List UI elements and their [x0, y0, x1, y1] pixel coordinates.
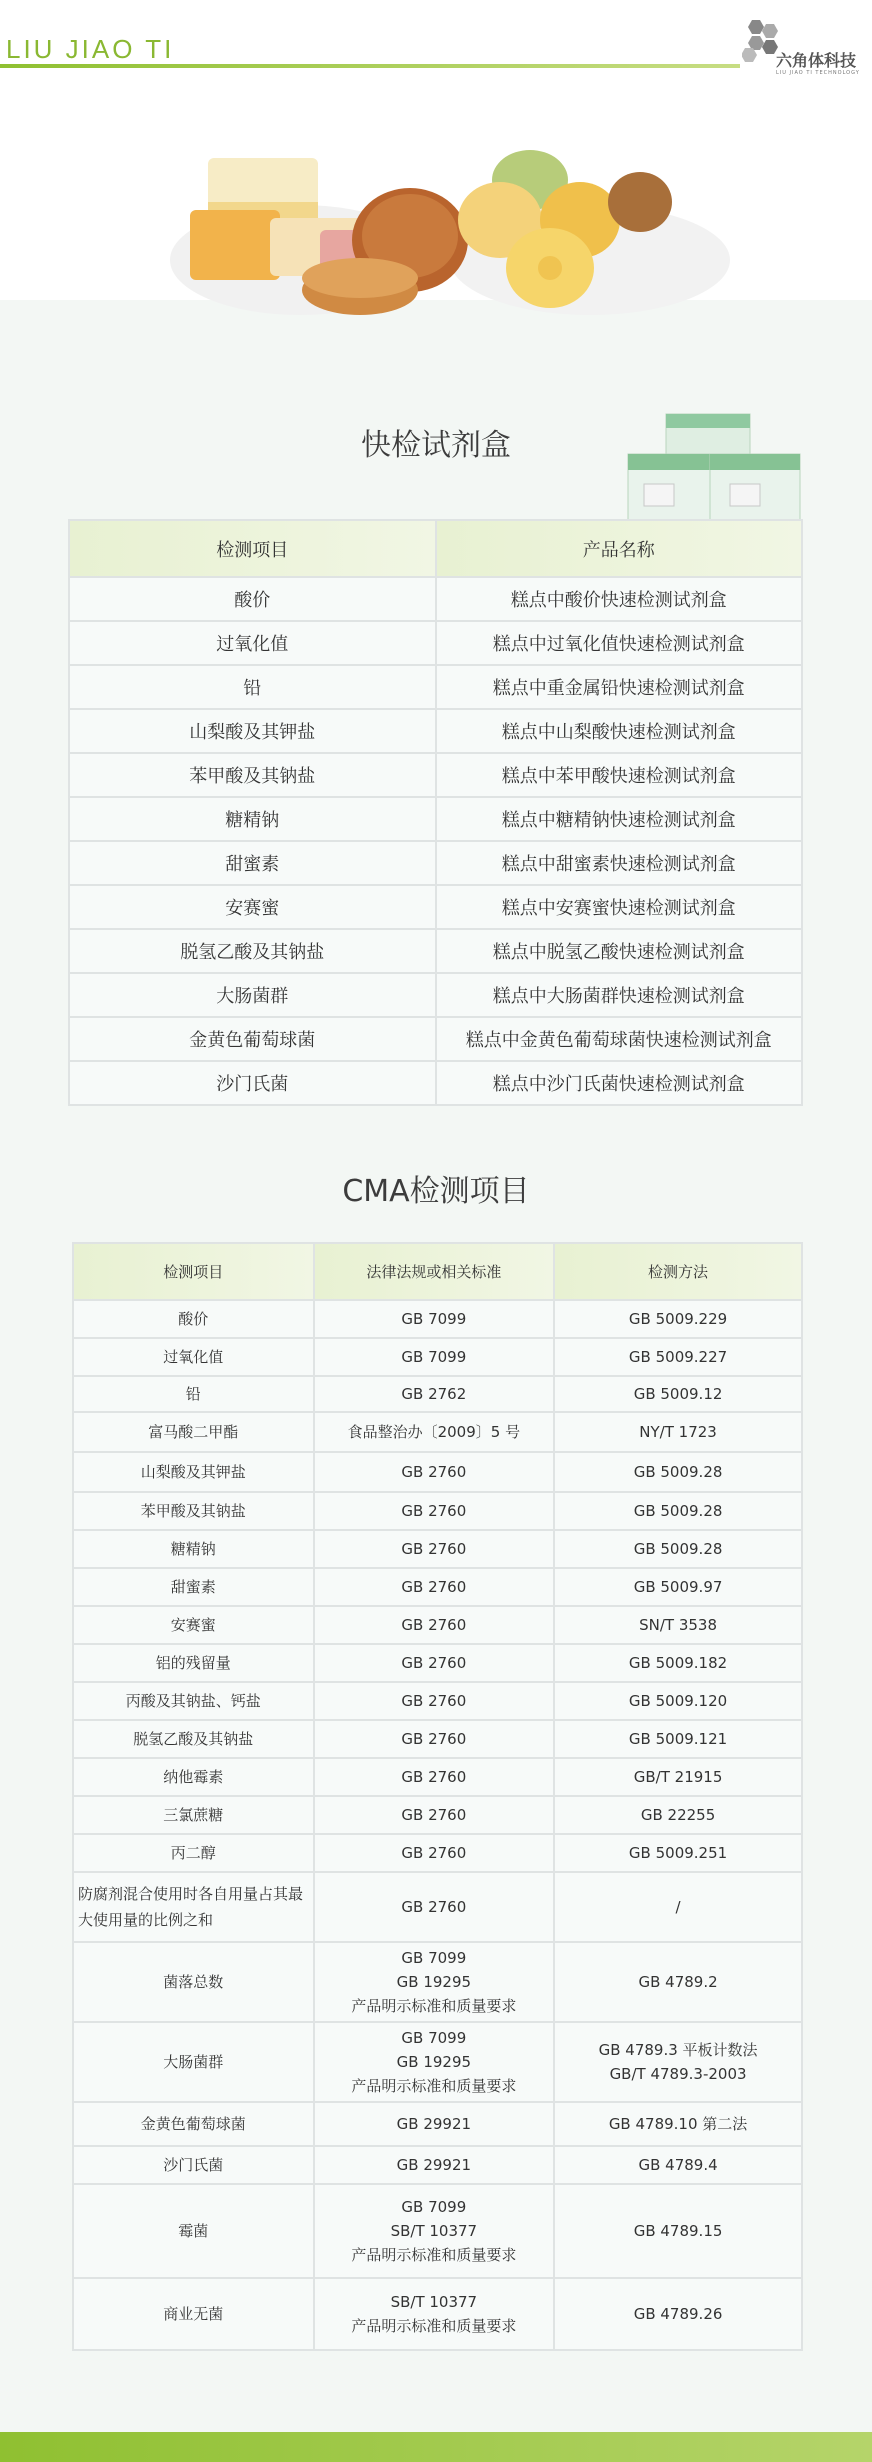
cma-standard-line: GB 2760: [401, 1692, 467, 1710]
cma-method-line: GB/T 21915: [633, 1768, 723, 1786]
cma-item-cell: 防腐剂混合使用时各自用量占其最大使用量的比例之和: [73, 1872, 314, 1942]
table-row: [73, 1376, 802, 1412]
cma-standard-cell: [314, 1452, 555, 1492]
cma-table: [72, 1242, 803, 2351]
cma-method-cell: [554, 1338, 802, 1376]
cma-standard-line: SB/T 10377: [390, 2293, 478, 2311]
table-row: [73, 1834, 802, 1872]
cma-standard-cell: [314, 2146, 555, 2184]
cma-standard-line: GB 29921: [396, 2156, 472, 2174]
cma-item-cell: 丙二醇: [73, 1834, 314, 1872]
cma-standard-cell: [314, 1872, 555, 1942]
cma-method-line: SN/T 3538: [639, 1616, 718, 1634]
cma-standard-cell: [314, 1568, 555, 1606]
cma-standard-cell: [314, 1942, 555, 2022]
cma-standard-line: GB 7099: [401, 1348, 467, 1366]
kit-product-cell: 糕点中糖精钠快速检测试剂盒: [436, 797, 803, 841]
cma-item-cell: 富马酸二甲酯: [73, 1412, 314, 1452]
table-row: [73, 1682, 802, 1720]
cma-item-cell: 铅: [73, 1376, 314, 1412]
cma-method-line: GB 4789.4: [638, 2156, 718, 2174]
cma-method-cell: [554, 1796, 802, 1834]
cma-standard-cell: [314, 2102, 555, 2146]
cma-method-line: GB 4789.10 第二法: [608, 2115, 748, 2133]
kit-item-cell: 过氧化值: [69, 621, 436, 665]
cma-method-cell: [554, 1942, 802, 2022]
kit-section-title: 快检试剂盒: [361, 428, 511, 463]
cma-method-line: GB 22255: [640, 1806, 716, 1824]
cma-standard-line: SB/T 10377: [390, 2222, 478, 2240]
kit-col-header-product: 产品名称: [436, 520, 803, 577]
table-row: [73, 1796, 802, 1834]
table-row: [69, 1061, 802, 1105]
company-logo: [742, 18, 870, 74]
kit-item-cell: 甜蜜素: [69, 841, 436, 885]
cma-standard-line: GB 29921: [396, 2115, 472, 2133]
table-row: [73, 1452, 802, 1492]
cma-method-cell: [554, 2278, 802, 2350]
table-row: [73, 1492, 802, 1530]
cma-standard-line: 食品整治办〔2009〕5 号: [347, 1423, 521, 1441]
kit-product-cell: 糕点中酸价快速检测试剂盒: [436, 577, 803, 621]
kit-item-cell: 脱氢乙酸及其钠盐: [69, 929, 436, 973]
cma-standard-line: GB 7099: [401, 1949, 467, 1967]
kit-item-cell: 大肠菌群: [69, 973, 436, 1017]
cma-item-cell: 过氧化值: [73, 1338, 314, 1376]
cma-standard-line: 产品明示标准和质量要求: [351, 1997, 517, 2015]
cma-method-line: /: [675, 1898, 681, 1916]
cma-method-cell: [554, 1606, 802, 1644]
kit-product-cell: 糕点中过氧化值快速检测试剂盒: [436, 621, 803, 665]
table-row: [69, 621, 802, 665]
table-row: [73, 2278, 802, 2350]
cma-method-cell: [554, 1530, 802, 1568]
cma-standard-line: 产品明示标准和质量要求: [351, 2317, 517, 2335]
cma-standard-cell: [314, 1644, 555, 1682]
cma-standard-cell: [314, 1796, 555, 1834]
cma-method-cell: [554, 2102, 802, 2146]
cma-method-cell: [554, 2022, 802, 2102]
cma-method-cell: [554, 1412, 802, 1452]
kit-product-cell: 糕点中安赛蜜快速检测试剂盒: [436, 885, 803, 929]
cma-item-cell: 安赛蜜: [73, 1606, 314, 1644]
cma-standard-line: GB 2760: [401, 1616, 467, 1634]
cma-method-line: GB 5009.28: [633, 1540, 723, 1558]
cma-standard-cell: [314, 1530, 555, 1568]
mooncake-pastry-image: [170, 140, 730, 320]
cma-method-line: GB 5009.227: [628, 1348, 728, 1366]
kit-item-cell: 金黄色葡萄球菌: [69, 1017, 436, 1061]
table-row: [73, 1644, 802, 1682]
cma-table-body: [73, 1300, 802, 2350]
kit-col-header-item: 检测项目: [69, 520, 436, 577]
cma-item-cell: 大肠菌群: [73, 2022, 314, 2102]
cma-method-line: GB 4789.3 平板计数法: [598, 2041, 758, 2059]
cma-method-line: GB 5009.120: [628, 1692, 728, 1710]
cma-standard-cell: [314, 2184, 555, 2278]
logo-name: 六角体科技: [776, 51, 857, 70]
cma-standard-cell: [314, 1300, 555, 1338]
cma-standard-cell: [314, 1492, 555, 1530]
cma-method-cell: [554, 1872, 802, 1942]
cma-standard-cell: [314, 1834, 555, 1872]
cma-standard-line: GB 2760: [401, 1730, 467, 1748]
cma-item-cell: 商业无菌: [73, 2278, 314, 2350]
table-row: [69, 709, 802, 753]
cma-item-cell: 山梨酸及其钾盐: [73, 1452, 314, 1492]
kit-product-cell: 糕点中甜蜜素快速检测试剂盒: [436, 841, 803, 885]
kit-table: [68, 519, 803, 1106]
cma-method-cell: [554, 2184, 802, 2278]
cma-col-header-standard: 法律法规或相关标准: [314, 1243, 555, 1300]
table-row: [69, 929, 802, 973]
cma-standard-cell: [314, 1338, 555, 1376]
cma-standard-cell: [314, 1412, 555, 1452]
cma-standard-line: GB 2760: [401, 1654, 467, 1672]
cma-standard-line: GB 2762: [401, 1385, 467, 1403]
kit-item-cell: 糖精钠: [69, 797, 436, 841]
cma-col-header-method: 检测方法: [554, 1243, 802, 1300]
cma-method-line: GB 4789.15: [633, 2222, 723, 2240]
cma-item-cell: 丙酸及其钠盐、钙盐: [73, 1682, 314, 1720]
cma-method-cell: [554, 1644, 802, 1682]
table-row: [73, 2146, 802, 2184]
cma-method-cell: [554, 1682, 802, 1720]
cma-standard-line: GB 7099: [401, 2029, 467, 2047]
cma-standard-line: GB 7099: [401, 2198, 467, 2216]
table-row: [73, 1530, 802, 1568]
cma-standard-line: GB 19295: [396, 2053, 472, 2071]
cma-item-cell: 菌落总数: [73, 1942, 314, 2022]
cma-method-cell: [554, 1300, 802, 1338]
cma-item-cell: 酸价: [73, 1300, 314, 1338]
cma-method-line: GB 5009.12: [633, 1385, 723, 1403]
kit-item-cell: 沙门氏菌: [69, 1061, 436, 1105]
cma-standard-cell: [314, 1606, 555, 1644]
table-row: [69, 841, 802, 885]
cma-method-line: GB 5009.251: [628, 1844, 728, 1862]
cma-item-cell: 纳他霉素: [73, 1758, 314, 1796]
cma-method-line: GB/T 4789.3-2003: [609, 2065, 747, 2083]
table-row: [73, 1338, 802, 1376]
cma-standard-cell: [314, 1682, 555, 1720]
table-row: [73, 2022, 802, 2102]
kit-product-cell: 糕点中沙门氏菌快速检测试剂盒: [436, 1061, 803, 1105]
cma-method-line: GB 5009.28: [633, 1463, 723, 1481]
cma-item-cell: 金黄色葡萄球菌: [73, 2102, 314, 2146]
cma-method-cell: [554, 2146, 802, 2184]
cma-method-line: GB 5009.229: [628, 1310, 728, 1328]
table-row: [73, 1872, 802, 1942]
cma-standard-line: GB 2760: [401, 1463, 467, 1481]
cma-section-title: CMA检测项目: [342, 1174, 530, 1209]
cma-standard-line: GB 2760: [401, 1502, 467, 1520]
table-row: [73, 1300, 802, 1338]
table-row: [69, 885, 802, 929]
kit-product-cell: 糕点中苯甲酸快速检测试剂盒: [436, 753, 803, 797]
cma-method-line: NY/T 1723: [639, 1423, 717, 1441]
cma-standard-line: GB 2760: [401, 1898, 467, 1916]
table-row: [73, 2102, 802, 2146]
cma-standard-line: GB 7099: [401, 1310, 467, 1328]
cma-col-header-item: 检测项目: [73, 1243, 314, 1300]
table-row: [73, 1568, 802, 1606]
table-row: [73, 1412, 802, 1452]
cma-standard-line: GB 2760: [401, 1540, 467, 1558]
cma-item-cell: 甜蜜素: [73, 1568, 314, 1606]
cma-method-line: GB 5009.182: [628, 1654, 728, 1672]
footer-bar: [0, 2432, 872, 2462]
cma-method-cell: [554, 1720, 802, 1758]
cma-standard-line: GB 2760: [401, 1768, 467, 1786]
table-row: [69, 753, 802, 797]
cma-standard-cell: [314, 2022, 555, 2102]
cma-table-header-row: [73, 1243, 802, 1300]
cma-method-line: GB 5009.97: [633, 1578, 723, 1596]
kit-product-cell: 糕点中金黄色葡萄球菌快速检测试剂盒: [436, 1017, 803, 1061]
kit-item-cell: 酸价: [69, 577, 436, 621]
cma-standard-cell: [314, 2278, 555, 2350]
table-row: [73, 2184, 802, 2278]
kit-item-cell: 山梨酸及其钾盐: [69, 709, 436, 753]
cma-standard-line: 产品明示标准和质量要求: [351, 2246, 517, 2264]
kit-product-cell: 糕点中脱氢乙酸快速检测试剂盒: [436, 929, 803, 973]
cma-item-cell: 苯甲酸及其钠盐: [73, 1492, 314, 1530]
cma-standard-cell: [314, 1720, 555, 1758]
table-row: [69, 577, 802, 621]
cma-method-cell: [554, 1568, 802, 1606]
cma-item-cell: 脱氢乙酸及其钠盐: [73, 1720, 314, 1758]
kit-item-cell: 苯甲酸及其钠盐: [69, 753, 436, 797]
table-row: [73, 1942, 802, 2022]
logo-subtitle: LIU JIAO TI TECHNOLOGY: [776, 70, 860, 76]
cma-standard-line: GB 2760: [401, 1844, 467, 1862]
cma-item-cell: 霉菌: [73, 2184, 314, 2278]
cma-item-cell: 糖精钠: [73, 1530, 314, 1568]
test-kit-boxes-image: [622, 410, 804, 525]
brand-wordmark: LIU JIAO TI: [6, 34, 175, 64]
cma-method-cell: [554, 1376, 802, 1412]
cma-method-line: GB 4789.26: [633, 2305, 723, 2323]
table-row: [69, 1017, 802, 1061]
table-row: [73, 1606, 802, 1644]
cma-standard-cell: [314, 1758, 555, 1796]
cma-method-line: GB 5009.121: [628, 1730, 728, 1748]
cma-standard-line: GB 2760: [401, 1578, 467, 1596]
kit-product-cell: 糕点中山梨酸快速检测试剂盒: [436, 709, 803, 753]
cma-method-line: GB 4789.2: [638, 1973, 718, 1991]
cma-method-cell: [554, 1834, 802, 1872]
cma-method-cell: [554, 1492, 802, 1530]
cma-method-cell: [554, 1758, 802, 1796]
cma-standard-line: GB 2760: [401, 1806, 467, 1824]
table-row: [69, 973, 802, 1017]
cma-method-cell: [554, 1452, 802, 1492]
kit-table-header-row: [69, 520, 802, 577]
cma-item-cell: 沙门氏菌: [73, 2146, 314, 2184]
table-row: [69, 665, 802, 709]
cma-standard-line: 产品明示标准和质量要求: [351, 2077, 517, 2095]
cma-item-cell: 三氯蔗糖: [73, 1796, 314, 1834]
kit-product-cell: 糕点中重金属铅快速检测试剂盒: [436, 665, 803, 709]
table-row: [73, 1720, 802, 1758]
header-divider: [0, 64, 740, 68]
table-row: [69, 797, 802, 841]
cma-standard-line: GB 19295: [396, 1973, 472, 1991]
kit-product-cell: 糕点中大肠菌群快速检测试剂盒: [436, 973, 803, 1017]
cma-standard-cell: [314, 1376, 555, 1412]
kit-item-cell: 铅: [69, 665, 436, 709]
cma-method-line: GB 5009.28: [633, 1502, 723, 1520]
cma-item-cell: 铝的残留量: [73, 1644, 314, 1682]
table-row: [73, 1758, 802, 1796]
kit-item-cell: 安赛蜜: [69, 885, 436, 929]
